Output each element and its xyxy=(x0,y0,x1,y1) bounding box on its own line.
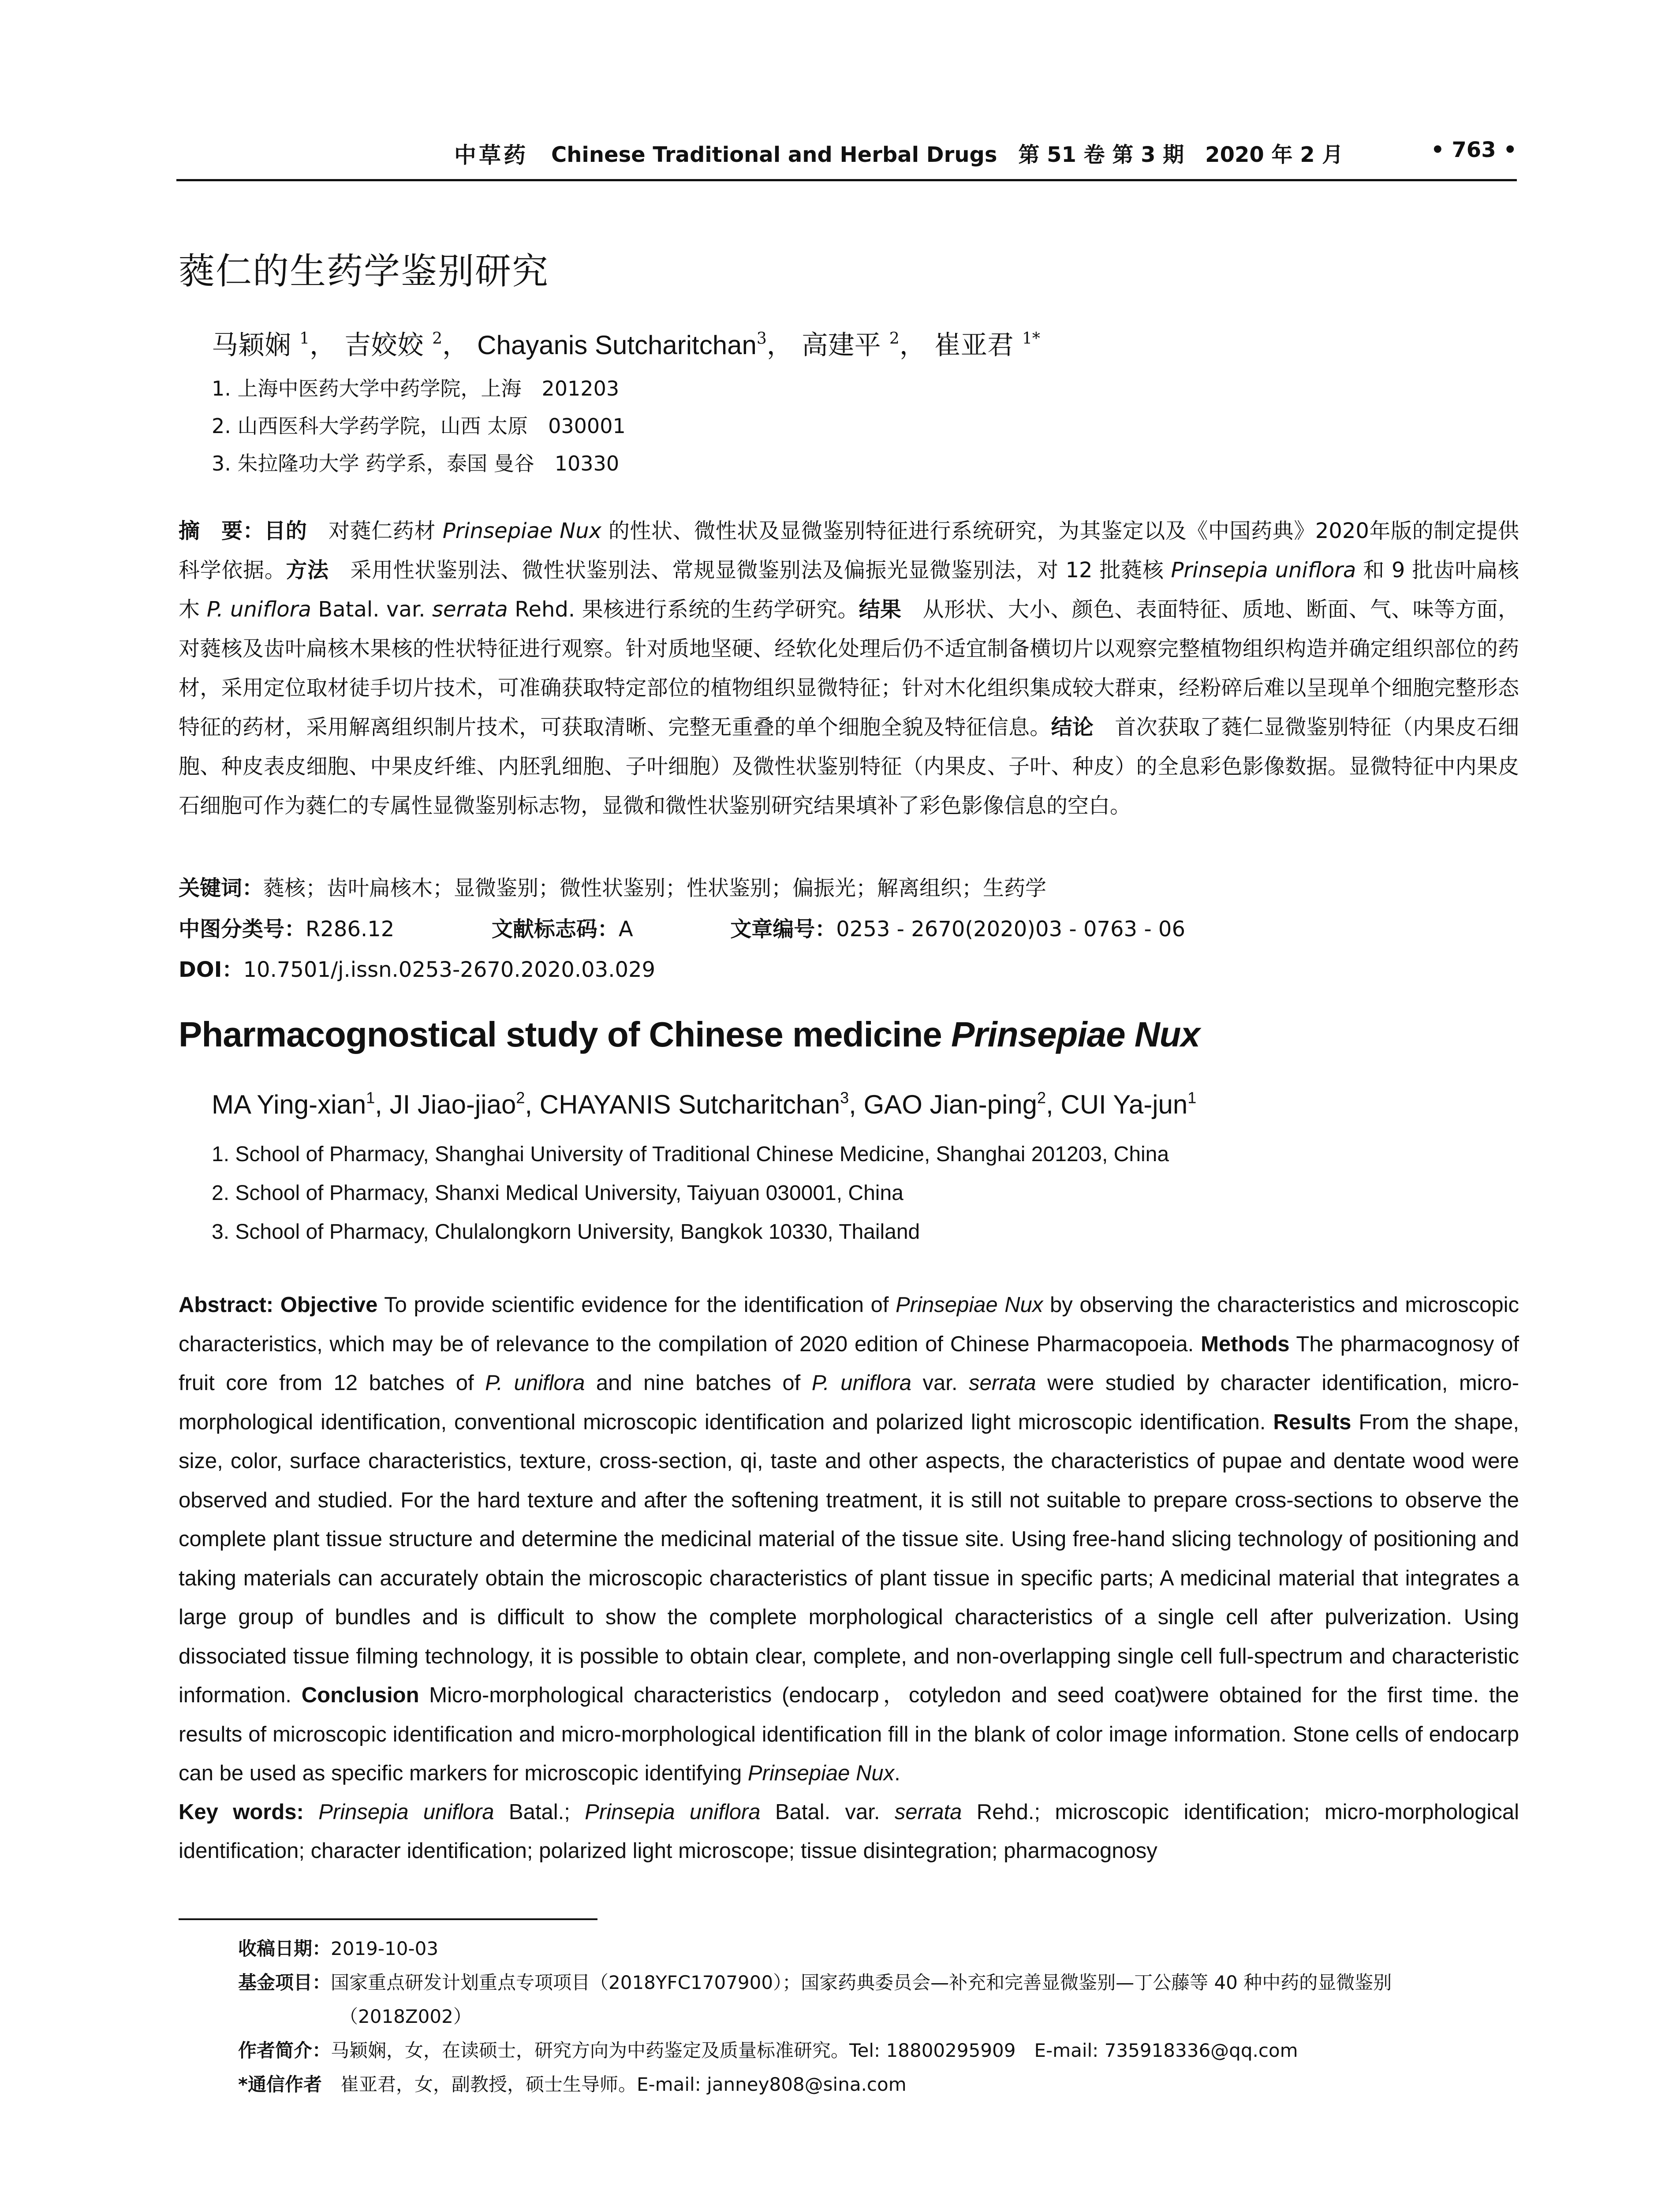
abstract-en-italic: serrata xyxy=(969,1371,1036,1395)
abstract-en-text: Micro-morphological characteristics (endocarp，cotyledon and seed coat)were obtained for the first time. the results of microscopic identification and micro-morphological identification fill in the blank of color image information. Stone cells of endocarp can be used as specific markers for microscopic identifying xyxy=(179,1683,1519,1785)
keywords-en xyxy=(179,1793,1519,1870)
doc-code-label: 文献标志码： xyxy=(491,917,619,942)
abstract-cn-italic: P. uniflora xyxy=(206,597,311,622)
abstract-en-text: var. xyxy=(911,1371,969,1395)
keywords-en-italic: serrata xyxy=(894,1800,962,1824)
abstract-en-text: by observing the characteristics and microscopic characteristics, which may be of relevance to the compilation of 2020 edition of Chinese Pharmacopoeia. xyxy=(179,1293,1519,1356)
title-en-text: Pharmacognostical study of Chinese medicine xyxy=(179,1015,952,1054)
abstract-en-label: Abstract: xyxy=(179,1293,274,1317)
author-cn: 高建平 xyxy=(801,330,881,361)
footnote-label: 收稿日期： xyxy=(238,1938,331,1959)
affiliation-cn-3: 3. 朱拉隆功大学 药学系，泰国 曼谷 10330 xyxy=(212,452,620,475)
journal-logo: 中草药 xyxy=(454,142,528,168)
abstract-en-italic: Prinsepiae Nux xyxy=(896,1293,1043,1317)
footnote-text: 2019-10-03 xyxy=(331,1938,439,1959)
abstract-cn-text: 的性状、微性状及显微鉴别特征进行系统研究，为其鉴定以及《中国药典》2020年版的制定提供科学依据。 xyxy=(179,519,1519,583)
affiliation-cn-1: 1. 上海中医药大学中药学院，上海 201203 xyxy=(212,377,620,400)
author-sup: 1 xyxy=(1187,1088,1197,1107)
author-sup: 2 xyxy=(1037,1088,1046,1107)
footnote-text: 马颖娴，女，在读硕士，研究方向为中药鉴定及质量标准研究。Tel: 18800295909 E-mail: 735918336@qq.com xyxy=(331,2040,1298,2061)
title-cn: 蕤仁的生药学鉴别研究 xyxy=(179,250,549,292)
author-sup: 3 xyxy=(840,1088,849,1107)
abstract-cn-text: 从形状、大小、颜色、表面特征、质地、断面、气、味等方面，对蕤核及齿叶扁核木果核的性状特征进行观察。针对质地坚硬、经软化处理后仍不适宜制备横切片以观察完整植物组织构造并确定组织部位的药材，采用定位取材徒手切片技术，可准确获取特定部位的植物组织显微特征；针对木化组织集成较大群束，经粉碎后难以呈现单个细胞完整形态特征的药材，采用解离组织制片技术，可获取清晰、完整无重叠的单个细胞全貌及特征信息。 xyxy=(179,597,1519,740)
footnote-label: *通信作者 xyxy=(238,2074,340,2095)
author-cn: Chayanis Sutcharitchan xyxy=(477,330,757,360)
footnotes xyxy=(238,1932,1519,2101)
abstract-en-text: . xyxy=(894,1761,900,1785)
abstract-cn-text: 首次获取了蕤仁显微鉴别特征（内果皮石细胞、种皮表皮细胞、中果皮纤维、内胚乳细胞、子叶细胞）及微性状鉴别特征（内果皮、子叶、种皮）的全息彩色影像数据。显微特征中内果皮石细胞可作为蕤仁的专属性显微鉴别标志物，显微和微性状鉴别研究结果填补了彩色影像信息的空白。 xyxy=(179,715,1519,818)
author-cn: 马颖娴 xyxy=(212,330,291,361)
abstract-cn-text: 采用性状鉴别法、微性状鉴别法、常规显微鉴别法及偏振光显微鉴别法，对 12 批蕤核 xyxy=(329,558,1171,583)
conclusion-label-cn: 结论 xyxy=(1051,715,1094,740)
author-cn: 崔亚君 xyxy=(934,330,1014,361)
abstract-cn-text: Rehd. 果核进行系统的生药学研究。 xyxy=(508,597,859,622)
objective-label-cn: 目的 xyxy=(264,519,307,543)
author-sup: 3 xyxy=(756,329,767,348)
footnote-corresponding xyxy=(238,2067,1519,2101)
keywords-en-text: Batal. var. xyxy=(760,1800,895,1824)
footnote-bio xyxy=(238,2033,1519,2067)
keywords-cn xyxy=(179,871,1519,901)
abstract-cn-text: 和 9 批齿叶扁核木 xyxy=(179,558,1519,622)
title-en-italic: Prinsepiae Nux xyxy=(951,1015,1200,1054)
authors-en: MA Ying-xian$^1$, JI Jiao-jiao$^2$, CHAYANIS Sutcharitchan$^3$, GAO Jian-ping$^2$, CUI Ya-jun$^1$ xyxy=(212,1088,1197,1119)
conclusion-label-en: Conclusion xyxy=(301,1683,419,1707)
journal-issue-line: Chinese Traditional and Herbal Drugs 第 51 卷 第 3 期 2020 年 2 月 xyxy=(551,142,1344,167)
abstract-cn-italic: serrata xyxy=(432,597,508,622)
affiliation-en-2: 2. School of Pharmacy, Shanxi Medical University, Taiyuan 030001, China xyxy=(212,1181,903,1205)
footnote-label: 作者简介： xyxy=(238,2040,331,2061)
author-en: CHAYANIS Sutcharitchan xyxy=(539,1090,840,1119)
affiliation-cn-2: 2. 山西医科大学药学院，山西 太原 030001 xyxy=(212,414,626,438)
authors-cn: 马颖娴 $^1$， 吉姣姣 $^2$， Chayanis Sutcharitchan$^3$， 高建平 $^2$， 崔亚君 $^{1*}$ xyxy=(212,329,1040,361)
author-sup: 1 xyxy=(366,1088,375,1107)
keywords-en-italic: Prinsepia uniflora xyxy=(318,1800,494,1824)
methods-label-en: Methods xyxy=(1201,1332,1290,1356)
abstract-en-text: and nine batches of xyxy=(585,1371,812,1395)
author-sup: 2 xyxy=(432,329,443,348)
footnote-text: 国家重点研发计划重点专项项目（2018YFC1707900）；国家药典委员会—补充和完善显微鉴别—丁公藤等 40 种中药的显微鉴别 xyxy=(331,1972,1392,1993)
keywords-cn-label: 关键词： xyxy=(179,876,264,901)
abstract-en-text: From the shape, size, color, surface characteristics, texture, cross-section, qi, taste and other aspects, the characteristics of pupae and dentate wood were observed and studied. For the hard texture and after the softening treatment, it is still not suitable to prepare cross-sections to observe the complete plant tissue structure and determine the medicinal material of the tissue site. Using free-hand slicing technology of positioning and taking materials can accurately obtain the microscopic characteristics of plant tissue in specific parts; A medicinal material that integrates a large group of bundles and is difficult to show the complete morphological characteristics of a single cell after pulverization. Using dissociated tissue filming technology, it is possible to obtain clear, complete, and non-overlapping single cell full-spectrum and characteristic information. xyxy=(179,1410,1519,1707)
doi-label: DOI： xyxy=(179,957,243,982)
keywords-en-label: Key words: xyxy=(179,1800,304,1824)
keywords-cn-text: 蕤核；齿叶扁核木；显微鉴别；微性状鉴别；性状鉴别；偏振光；解离组织；生药学 xyxy=(263,876,1047,901)
author-sup: 2 xyxy=(889,329,900,348)
abstract-cn-italic: Prinsepia uniflora xyxy=(1171,558,1356,583)
abstract-en-italic: P. uniflora xyxy=(485,1371,585,1395)
keywords-en-text xyxy=(304,1800,318,1824)
footnote-received xyxy=(238,1932,1519,1966)
abstract-en-text: The pharmacognosy of fruit core from 12 batches of xyxy=(179,1332,1519,1395)
author-en: JI Jiao-jiao xyxy=(389,1090,516,1119)
author-en: CUI Ya-jun xyxy=(1060,1090,1188,1119)
page-number: • 763 • xyxy=(1431,138,1517,162)
footnote-text: 崔亚君，女，副教授，硕士生导师。E-mail: janney808@sina.com xyxy=(340,2074,907,2095)
keywords-en-italic: Prinsepia uniflora xyxy=(585,1800,761,1824)
header-rule xyxy=(176,179,1517,181)
abstract-cn xyxy=(179,512,1519,826)
objective-label-en: Objective xyxy=(280,1293,378,1317)
abstract-en-italic: P. uniflora xyxy=(811,1371,912,1395)
results-label-cn: 结果 xyxy=(859,597,902,622)
abstract-cn-italic: Prinsepiae Nux xyxy=(442,519,602,543)
abstract-cn-text: 对蕤仁药材 xyxy=(307,519,443,543)
methods-label-cn: 方法 xyxy=(286,558,329,583)
keywords-en-text: Rehd.; microscopic identification; micro-morphological identification; character identification; polarized light microscope; tissue disintegration; pharmacognosy xyxy=(179,1800,1519,1863)
author-sup: 2 xyxy=(516,1088,525,1107)
footnote-rule xyxy=(179,1918,597,1920)
footnote-fund xyxy=(238,1966,1519,1999)
abstract-en-italic: Prinsepiae Nux xyxy=(747,1761,895,1785)
title-en xyxy=(179,1014,1200,1055)
doc-code-value: A xyxy=(618,917,633,942)
results-label-en: Results xyxy=(1273,1410,1351,1434)
author-sup: 1* xyxy=(1022,329,1040,348)
affiliation-en-3: 3. School of Pharmacy, Chulalongkorn University, Bangkok 10330, Thailand xyxy=(212,1220,920,1244)
abstract-en-text: were studied by character identification, micro-morphological identification, conventional microscopic identification and polarized light microscopic identification. xyxy=(179,1371,1519,1434)
footnote-fund-cont: （2018Z002） xyxy=(340,2006,472,2027)
clc-label: 中图分类号： xyxy=(179,917,306,942)
author-en: MA Ying-xian xyxy=(212,1090,366,1119)
abstract-cn-text: Batal. var. xyxy=(311,597,433,622)
abstract-cn-label: 摘 要： xyxy=(179,519,265,543)
abstract-en xyxy=(179,1286,1519,1793)
author-cn: 吉姣姣 xyxy=(344,330,424,361)
footnote-label: 基金项目： xyxy=(238,1972,331,1993)
clc-value: R286.12 xyxy=(306,917,395,942)
keywords-en-text: Batal.; xyxy=(494,1800,585,1824)
running-header xyxy=(176,138,1517,177)
article-no-value: 0253 - 2670(2020)03 - 0763 - 06 xyxy=(836,917,1186,942)
author-en: GAO Jian-ping xyxy=(863,1090,1038,1119)
article-no-label: 文章编号： xyxy=(730,917,836,942)
affiliation-en-1: 1. School of Pharmacy, Shanghai University of Traditional Chinese Medicine, Shanghai 201203, China xyxy=(212,1143,1169,1166)
classification-line xyxy=(179,912,1519,942)
doi-line xyxy=(179,953,1519,983)
doi-value: 10.7501/j.issn.0253-2670.2020.03.029 xyxy=(243,957,656,982)
author-sup: 1 xyxy=(299,329,310,348)
abstract-en-text: To provide scientific evidence for the identification of xyxy=(377,1293,896,1317)
